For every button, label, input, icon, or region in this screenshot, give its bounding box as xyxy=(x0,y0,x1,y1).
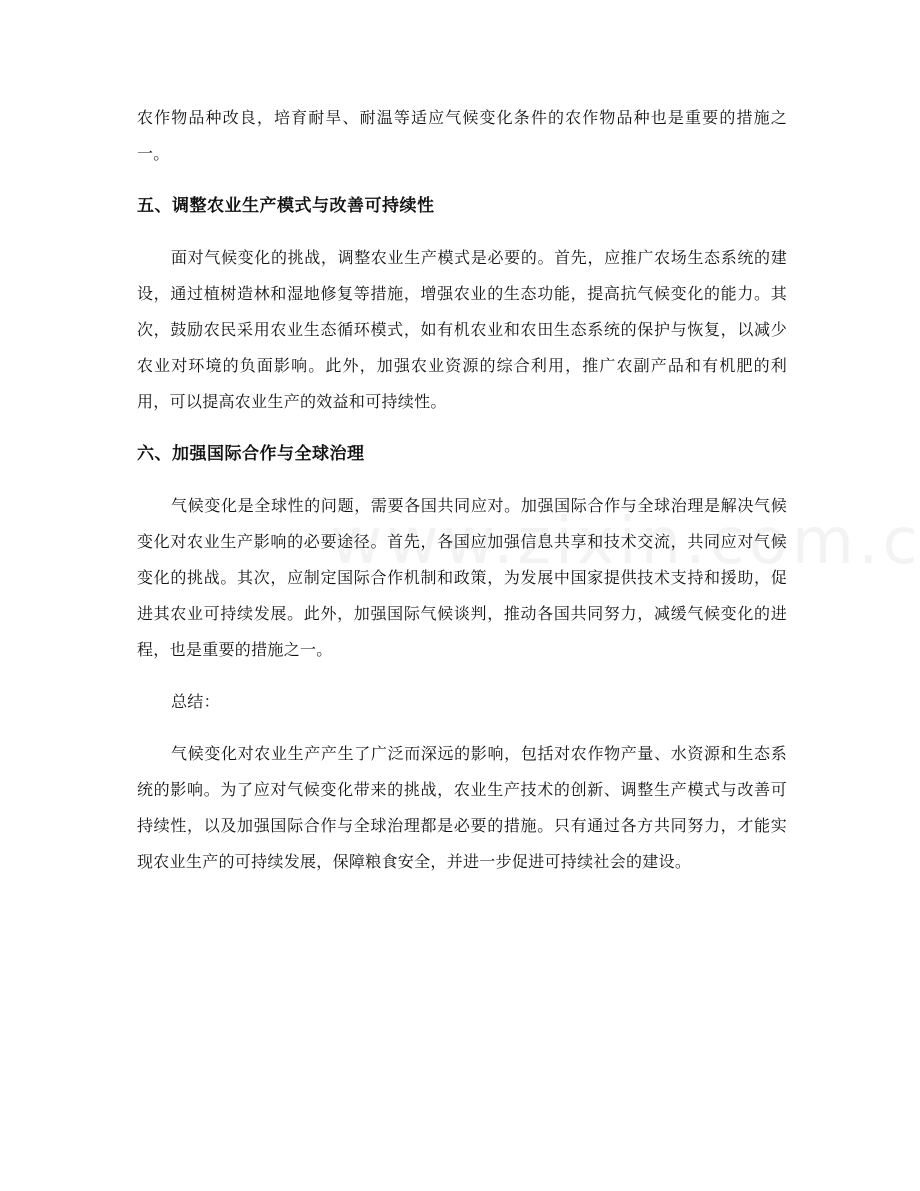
document-body xyxy=(137,100,787,880)
summary-paragraph: 气候变化对农业生产产生了广泛而深远的影响，包括对农作物产量、水资源和生态系统的影响。为了应对气候变化带来的挑战，农业生产技术的创新、调整生产模式与改善可持续性，以及加强国际合作与全球治理都是必要的措施。只有通过各方共同努力，才能实现农业生产的可持续发展，保障粮食安全，并进一步促进可持续社会的建设。 xyxy=(137,744,787,871)
section-6-heading: 六、加强国际合作与全球治理 xyxy=(137,444,365,464)
intro-paragraph: 农作物品种改良，培育耐旱、耐温等适应气候变化条件的农作物品种也是重要的措施之一。 xyxy=(137,108,787,163)
summary-label: 总结： xyxy=(171,692,220,711)
section-5-paragraph: 面对气候变化的挑战，调整农业生产模式是必要的。首先，应推广农场生态系统的建设，通过植树造林和湿地修复等措施，增强农业的生态功能，提高抗气候变化的能力。其次，鼓励农民采用农业生态循环模式，如有机农业和农田生态系统的保护与恢复，以减少农业对环境的负面影响。此外，加强农业资源的综合利用，推广农副产品和有机肥的利用，可以提高农业生产的效益和可持续性。 xyxy=(137,248,787,411)
section-5-heading: 五、调整农业生产模式与改善可持续性 xyxy=(137,196,435,216)
section-6-paragraph: 气候变化是全球性的问题，需要各国共同应对。加强国际合作与全球治理是解决气候变化对农业生产影响的必要途径。首先，各国应加强信息共享和技术交流，共同应对气候变化的挑战。其次，应制定国际合作机制和政策，为发展中国家提供技术支持和援助，促进其农业可持续发展。此外，加强国际气候谈判，推动各国共同努力，减缓气候变化的进程，也是重要的措施之一。 xyxy=(137,496,787,659)
